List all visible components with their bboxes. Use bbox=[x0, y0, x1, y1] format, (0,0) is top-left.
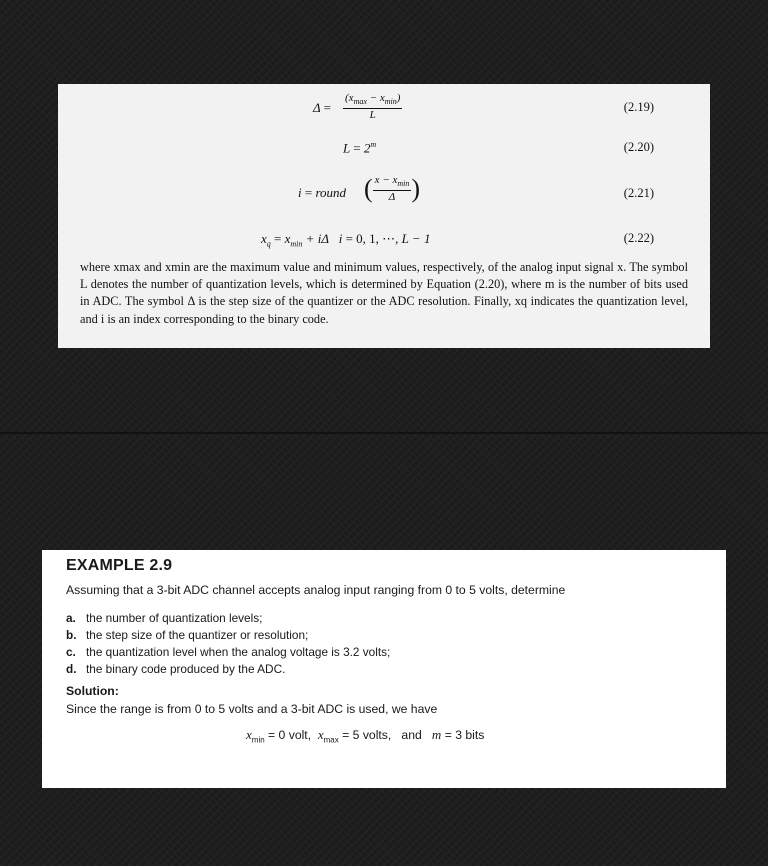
item-text: the quantization level when the analog voltage is 3.2 volts; bbox=[86, 645, 391, 659]
item-text: the number of quantization levels; bbox=[86, 611, 263, 625]
equation-number: (2.20) bbox=[623, 140, 654, 154]
section-divider bbox=[0, 432, 768, 434]
item-letter: d. bbox=[66, 662, 77, 676]
example-title: EXAMPLE 2.9 bbox=[66, 557, 173, 574]
list-item bbox=[66, 627, 390, 644]
solution-text: Since the range is from 0 to 5 volts and a 3-bit ADC is used, we have bbox=[66, 702, 438, 716]
explanation-paragraph: where xmax and xmin are the maximum value and minimum values, respectively, of the analog input signal x. The symbol L denotes the number of quantization levels, which is determined by Equation (2.20), where m is the number of bits used in ADC. The symbol Δ is the step size of the quantizer or the ADC resolution. Finally, xq indicates the quantization level, and i is an index corresponding to the binary code. bbox=[80, 260, 688, 326]
equation-2-20: $L = 2^m$ (2.20) bbox=[343, 140, 654, 156]
equation-2-19: Δ = $(x_{max} - x_{min})$ L (2.19) bbox=[313, 92, 654, 122]
textbook-excerpt-panel bbox=[58, 84, 710, 348]
item-letter: c. bbox=[66, 645, 76, 659]
equation-2-21: i = round ( $\frac{x - x_{min}}{\Delta}$ ) (2.21) bbox=[298, 174, 654, 204]
list-item bbox=[66, 610, 390, 627]
solution-label: Solution: bbox=[66, 684, 119, 698]
equation-2-22: $x_q = x_{min} + i\Delta$ i = 0, 1, ⋯, L − 1 (2.22) bbox=[261, 231, 654, 249]
item-letter: a. bbox=[66, 611, 76, 625]
equation-number: (2.22) bbox=[623, 231, 654, 245]
equation-number: (2.21) bbox=[623, 186, 654, 200]
example-intro: Assuming that a 3-bit ADC channel accepts analog input ranging from 0 to 5 volts, determine bbox=[66, 583, 566, 597]
item-text: the binary code produced by the ADC. bbox=[86, 662, 286, 676]
list-item bbox=[66, 661, 390, 678]
list-item bbox=[66, 644, 390, 661]
solution-equation: $x_{min} = 0$ volt, $x_{max} = 5$ volts, and m = 3 bits bbox=[246, 727, 485, 745]
example-panel bbox=[42, 550, 726, 788]
item-text: the step size of the quantizer or resolution; bbox=[86, 628, 309, 642]
item-letter: b. bbox=[66, 628, 77, 642]
equation-number: (2.19) bbox=[623, 100, 654, 114]
example-question-list bbox=[66, 610, 390, 678]
